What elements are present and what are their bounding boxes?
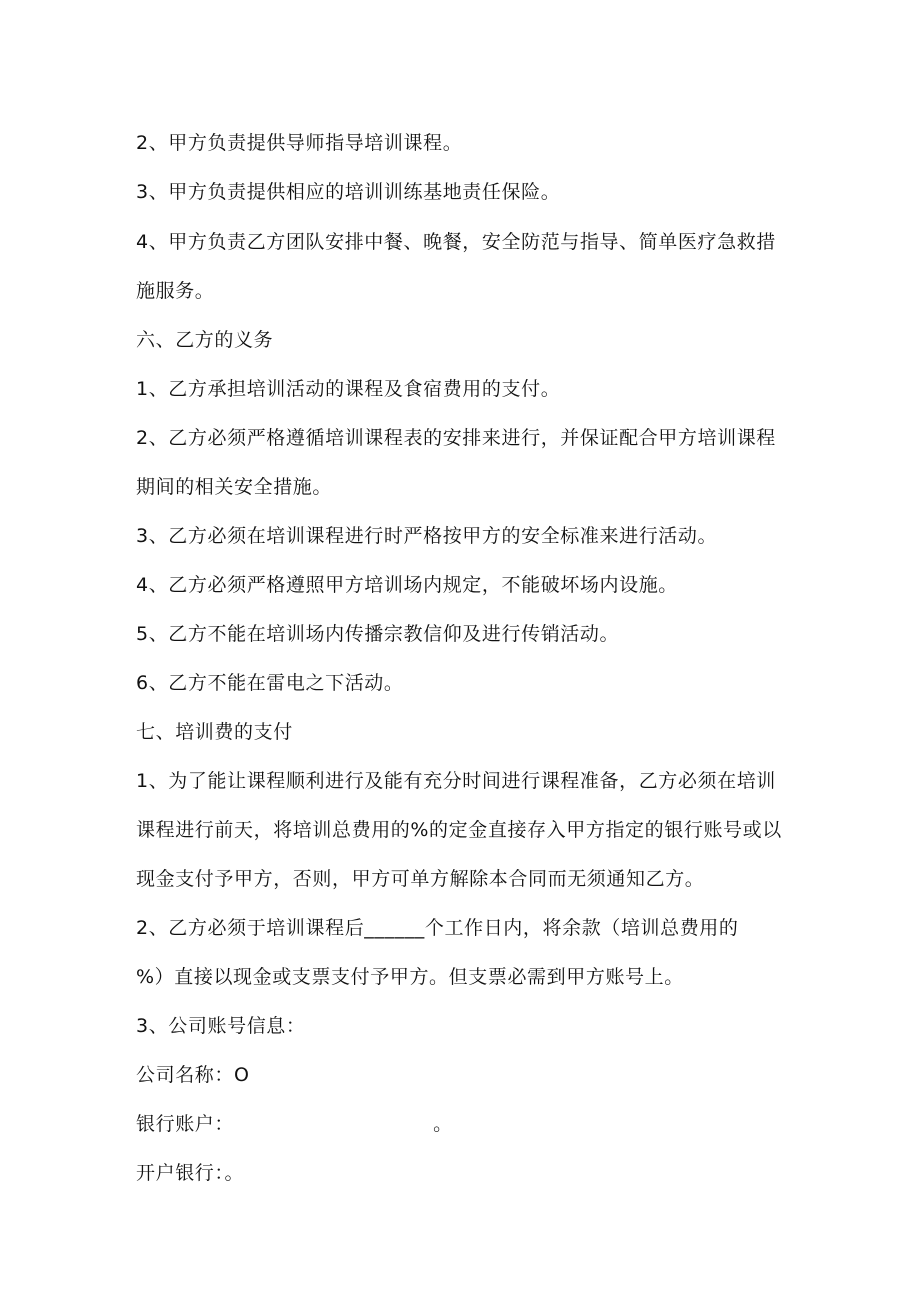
bank-account-line: 银行账户： 。 <box>136 1113 453 1135</box>
clause-party-a-4-line2: 施服务。 <box>136 280 215 302</box>
clause-payment-2-line2: %）直接以现金或支票支付予甲方。但支票必需到甲方账号上。 <box>136 966 684 988</box>
clause-party-b-2-line2: 期间的相关安全措施。 <box>136 476 333 498</box>
clause-payment-3: 3、公司账号信息： <box>136 1015 306 1037</box>
clause-party-b-5: 5、乙方不能在培训场内传播宗教信仰及进行传销活动。 <box>136 623 620 645</box>
clause-payment-1-line3: 现金支付予甲方，否则，甲方可单方解除本合同而无须通知乙方。 <box>136 868 705 890</box>
clause-party-b-4: 4、乙方必须严格遵照甲方培训场内规定，不能破坏场内设施。 <box>136 574 678 596</box>
section-heading-fee-payment: 七、培训费的支付 <box>136 721 293 743</box>
clause-party-a-4-line1: 4、甲方负责乙方团队安排中餐、晚餐，安全防范与指导、简单医疗急救措 <box>136 231 776 253</box>
section-heading-party-b-obligations: 六、乙方的义务 <box>136 329 274 351</box>
clause-party-a-2: 2、甲方负责提供导师指导培训课程。 <box>136 132 463 154</box>
clause-party-b-6: 6、乙方不能在雷电之下活动。 <box>136 672 404 694</box>
clause-party-a-3: 3、甲方负责提供相应的培训训练基地责任保险。 <box>136 181 561 203</box>
opening-bank-line: 开户银行：。 <box>136 1162 245 1184</box>
clause-party-b-1: 1、乙方承担培训活动的课程及食宿费用的支付。 <box>136 378 561 400</box>
clause-party-b-3: 3、乙方必须在培训课程进行时严格按甲方的安全标准来进行活动。 <box>136 525 718 547</box>
clause-party-b-2-line1: 2、乙方必须严格遵循培训课程表的安排来进行，并保证配合甲方培训课程 <box>136 427 776 449</box>
company-name-line: 公司名称：O <box>136 1064 250 1086</box>
clause-payment-2-line1: 2、乙方必须于培训课程后______个工作日内，将余款（培训总费用的 <box>136 917 739 939</box>
clause-payment-1-line2: 课程进行前天，将培训总费用的%的定金直接存入甲方指定的银行账号或以 <box>136 819 782 841</box>
clause-payment-1-line1: 1、为了能让课程顺利进行及能有充分时间进行课程准备，乙方必须在培训 <box>136 770 776 792</box>
